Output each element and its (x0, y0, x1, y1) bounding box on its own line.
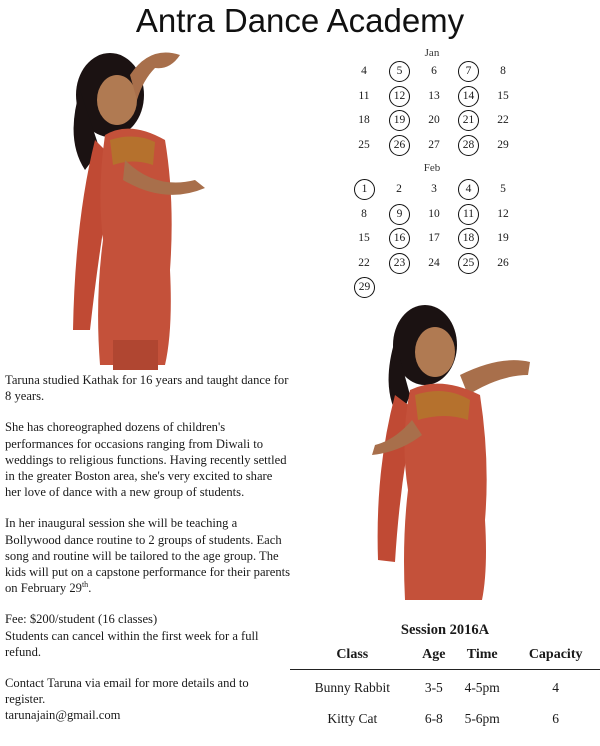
calendar-day: 6 (431, 65, 437, 77)
contact-text: Contact Taruna via email for more details and to register. (5, 676, 249, 707)
table-header-row (290, 645, 600, 670)
class-day-circled: 29 (354, 277, 375, 298)
fee-text: Fee: $200/student (16 classes) (5, 612, 158, 627)
month-label-feb: Feb (423, 162, 441, 174)
col-header-age: Age (415, 645, 454, 670)
calendar-day: 4 (361, 65, 367, 77)
calendar-day: 22 (497, 114, 509, 126)
calendar-day: 2 (396, 183, 402, 195)
calendar-day: 29 (497, 138, 509, 151)
class-day-circled: 9 (389, 204, 410, 225)
cell-age: 6-8 (424, 711, 443, 726)
calendar-day: 10 (428, 207, 440, 220)
calendar-day: 13 (428, 89, 440, 102)
class-day-circled: 28 (458, 135, 479, 156)
session-table (290, 645, 600, 732)
class-day-circled: 4 (458, 179, 479, 200)
calendar-day: 17 (428, 232, 440, 244)
page-title: Antra Dance Academy (135, 2, 465, 39)
bio-paragraph-3 (5, 515, 290, 596)
session-table-block (290, 622, 600, 732)
class-day-circled: 21 (458, 110, 479, 131)
cell-capacity: 4 (552, 680, 560, 695)
calendar-day: 5 (500, 183, 506, 195)
calendar-day: 25 (358, 138, 370, 151)
cell-age: 3-5 (424, 680, 443, 695)
calendar-day: 19 (497, 232, 509, 244)
instructor-bio (5, 372, 290, 724)
class-day-circled: 18 (458, 228, 479, 249)
calendar-day: 15 (358, 232, 370, 244)
calendar-day: 22 (358, 256, 370, 269)
contact-email: tarunajain@gmail.com (5, 708, 121, 723)
calendar-day: 26 (497, 256, 509, 269)
bio-paragraph-3-end: . (88, 581, 92, 596)
cell-time: 5-6pm (464, 711, 500, 726)
calendar-day: 8 (361, 207, 367, 220)
bio-paragraph-2: She has choreographed dozens of children's performances for occasions ranging from Diwali to weddings to religious functions. Having recently settled in the greater Boston area, she's very excited to share her love of dance with a new group of students. (5, 420, 287, 500)
class-day-circled: 11 (458, 204, 479, 225)
calendar-day: 12 (497, 207, 509, 220)
calendar-day: 20 (428, 114, 440, 126)
class-day-circled: 12 (389, 86, 410, 107)
ordinal-suffix: th (81, 580, 89, 590)
dancer-photo-1 (55, 40, 235, 370)
calendar-day: 11 (358, 89, 370, 102)
col-header-time: Time (453, 645, 511, 670)
table-row (290, 701, 600, 732)
class-day-circled: 23 (389, 253, 410, 274)
session-heading: Session 2016A (400, 622, 490, 638)
bio-paragraph-1: Taruna studied Kathak for 16 years and taught dance for 8 years. (5, 373, 289, 404)
col-header-class: Class (290, 645, 415, 670)
class-day-circled: 16 (389, 228, 410, 249)
cell-class: Kitty Cat (327, 711, 378, 726)
dancer-photo-2 (350, 300, 550, 600)
class-day-circled: 1 (354, 179, 375, 200)
col-header-capacity: Capacity (511, 645, 600, 670)
class-day-circled: 25 (458, 253, 479, 274)
class-day-circled: 5 (389, 61, 410, 82)
calendar-day: 3 (431, 183, 437, 195)
bio-paragraph-3-text: In her inaugural session she will be teaching a Bollywood dance routine to 2 groups of students. Each song and routine will be tailored to the age group. The kids will put on a capstone performance for their parents on February 29 (5, 516, 291, 596)
class-day-circled: 19 (389, 110, 410, 131)
calendar-day: 27 (428, 138, 440, 151)
cell-time: 4-5pm (464, 680, 500, 695)
class-day-circled: 26 (389, 135, 410, 156)
class-day-circled: 14 (458, 86, 479, 107)
calendar-day: 15 (497, 89, 509, 102)
cell-class: Bunny Rabbit (314, 680, 390, 695)
class-day-circled: 7 (458, 61, 479, 82)
cancel-policy: Students can cancel within the first week for a full refund. (5, 628, 259, 659)
calendar-day: 18 (358, 114, 370, 126)
table-row (290, 670, 600, 702)
cell-capacity: 6 (552, 711, 560, 726)
month-label-jan: Jan (424, 47, 440, 59)
calendar-day: 24 (428, 256, 440, 269)
calendar-day: 8 (500, 65, 506, 77)
